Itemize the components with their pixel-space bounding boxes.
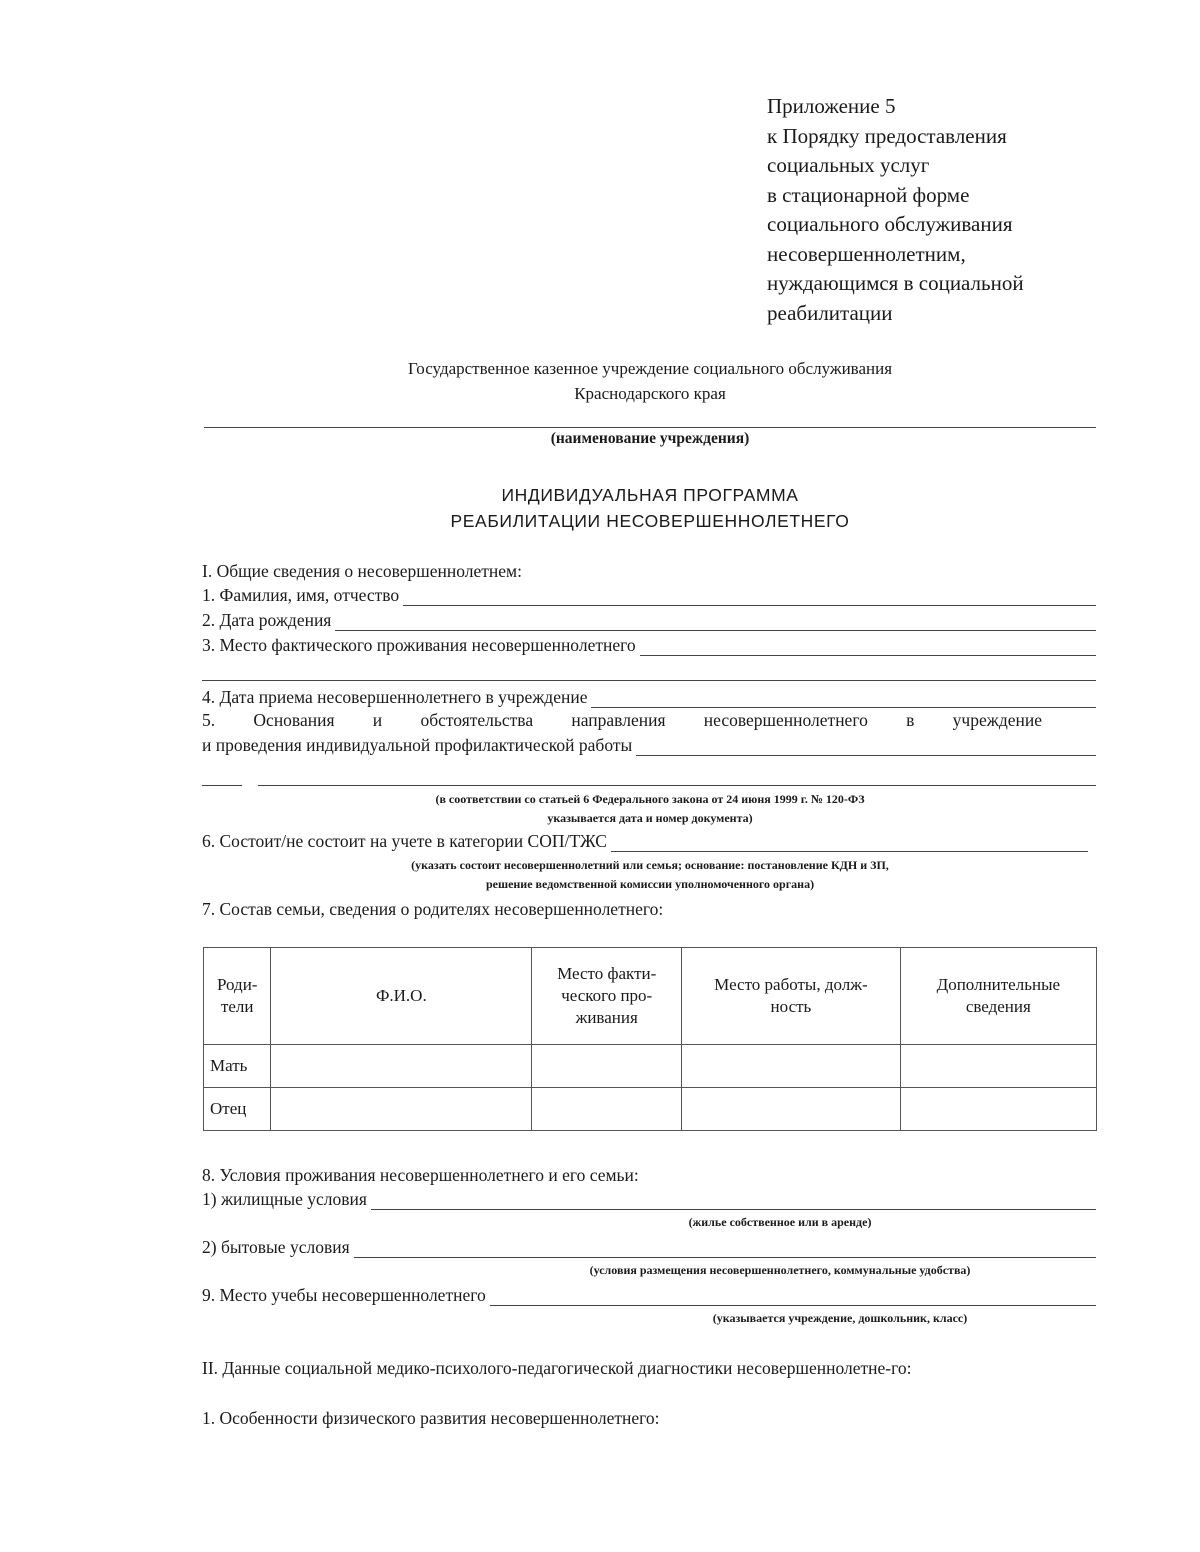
section1-heading: I. Общие сведения о несовершеннолетнем: (202, 561, 522, 581)
residence-extra-rule[interactable] (202, 680, 1096, 681)
household-blank[interactable] (354, 1239, 1096, 1258)
registration-blank[interactable] (611, 833, 1088, 852)
field-admission-date: 4. Дата приема несовершеннолетнего в учреждение (202, 686, 1096, 708)
row-label: Отец (204, 1088, 271, 1131)
title-line2: РЕАБИЛИТАЦИИ НЕСОВЕРШЕННОЛЕТНЕГО (450, 511, 850, 531)
table-cell[interactable] (900, 1045, 1096, 1088)
table-row (204, 1088, 1097, 1131)
housing-note: (жилье собственное или в аренде) (688, 1215, 872, 1229)
admission-date-blank[interactable] (591, 689, 1096, 708)
appendix-line: социального обслуживания (767, 212, 1013, 236)
table-cell[interactable] (682, 1045, 900, 1088)
field-birth-date: 2. Дата рождения (202, 609, 1096, 631)
organization-name (204, 356, 1096, 406)
field-registration: 6. Состоит/не состоит на учете в категории СОП/ТЖС (202, 830, 1088, 852)
birth-date-blank[interactable] (335, 612, 1096, 631)
appendix-line: в стационарной форме (767, 182, 970, 207)
registration-note2: решение ведомственной комиссии уполномоченного органа) (485, 877, 815, 891)
organization-line2: Краснодарского края (574, 384, 726, 403)
document-title (204, 482, 1096, 534)
appendix-line: нуждающимся в социальной (767, 271, 1024, 295)
table-cell[interactable] (532, 1088, 682, 1131)
family-table (203, 947, 1097, 1131)
table-row (204, 1045, 1097, 1088)
organization-rule (204, 427, 1096, 428)
family-heading: 7. Состав семьи, сведения о родителях несовершеннолетнего: (202, 899, 664, 919)
header-additional: Дополнительные сведения (900, 948, 1096, 1045)
header-full-name: Ф.И.О. (271, 948, 532, 1045)
table-cell[interactable] (271, 1088, 532, 1131)
school-note: (указывается учреждение, дошкольник, класс) (712, 1311, 968, 1325)
living-conditions-heading: 8. Условия проживания несовершеннолетнего и его семьи: (202, 1165, 639, 1185)
appendix-header (767, 92, 1024, 328)
header-workplace: Место работы, долж- ность (682, 948, 900, 1045)
grounds-note2: указывается дата и номер документа) (547, 811, 753, 825)
household-note: (условия размещения несовершеннолетнего, коммунальные удобства) (589, 1263, 971, 1277)
field-grounds-line1: 5. Основания и обстоятельства направления несовершеннолетнего в учреждение (202, 710, 1042, 730)
table-cell[interactable] (900, 1088, 1096, 1131)
housing-blank[interactable] (371, 1191, 1096, 1210)
grounds-blank[interactable] (636, 737, 1096, 756)
header-residence: Место факти- ческого про- живания (532, 948, 682, 1045)
section2-item1: 1. Особенности физического развития несовершеннолетнего: (202, 1408, 660, 1428)
table-header-row (204, 948, 1097, 1045)
table-cell[interactable] (532, 1045, 682, 1088)
grounds-rule-a (202, 785, 242, 786)
organization-caption: (наименование учреждения) (550, 430, 750, 447)
organization-line1: Государственное казенное учреждение социального обслуживания (407, 359, 893, 378)
field-residence: 3. Место фактического проживания несовершеннолетнего (202, 634, 1096, 656)
field-housing: 1) жилищные условия (202, 1188, 1096, 1210)
title-line1: ИНДИВИДУАЛЬНАЯ ПРОГРАММА (501, 485, 799, 505)
field-grounds: и проведения индивидуальной профилактической работы (202, 734, 1096, 756)
grounds-note1: (в соответствии со статьей 6 Федерального закона от 24 июня 1999 г. № 120-ФЗ (435, 792, 865, 806)
table-cell[interactable] (271, 1045, 532, 1088)
residence-blank[interactable] (640, 637, 1096, 656)
appendix-line: Приложение 5 (767, 94, 896, 118)
full-name-blank[interactable] (403, 587, 1096, 606)
field-household: 2) бытовые условия (202, 1236, 1096, 1258)
appendix-line: к Порядку предоставления (767, 123, 1007, 148)
table-cell[interactable] (682, 1088, 900, 1131)
grounds-rule-b[interactable] (258, 785, 1096, 786)
appendix-line: несовершеннолетним, (767, 241, 966, 266)
header-parents: Роди- тели (204, 948, 271, 1045)
field-school: 9. Место учебы несовершеннолетнего (202, 1284, 1096, 1306)
appendix-line: реабилитации (767, 300, 893, 325)
field-full-name: 1. Фамилия, имя, отчество (202, 584, 1096, 606)
school-blank[interactable] (490, 1287, 1096, 1306)
row-label: Мать (204, 1045, 271, 1088)
registration-note1: (указать состоит несовершеннолетний или семья; основание: постановление КДН и ЗП, (411, 858, 889, 872)
appendix-line: социальных услуг (767, 153, 930, 177)
section2-heading: II. Данные социальной медико-психолого-педагогической диагностики несовершеннолетне-го: (202, 1358, 912, 1378)
